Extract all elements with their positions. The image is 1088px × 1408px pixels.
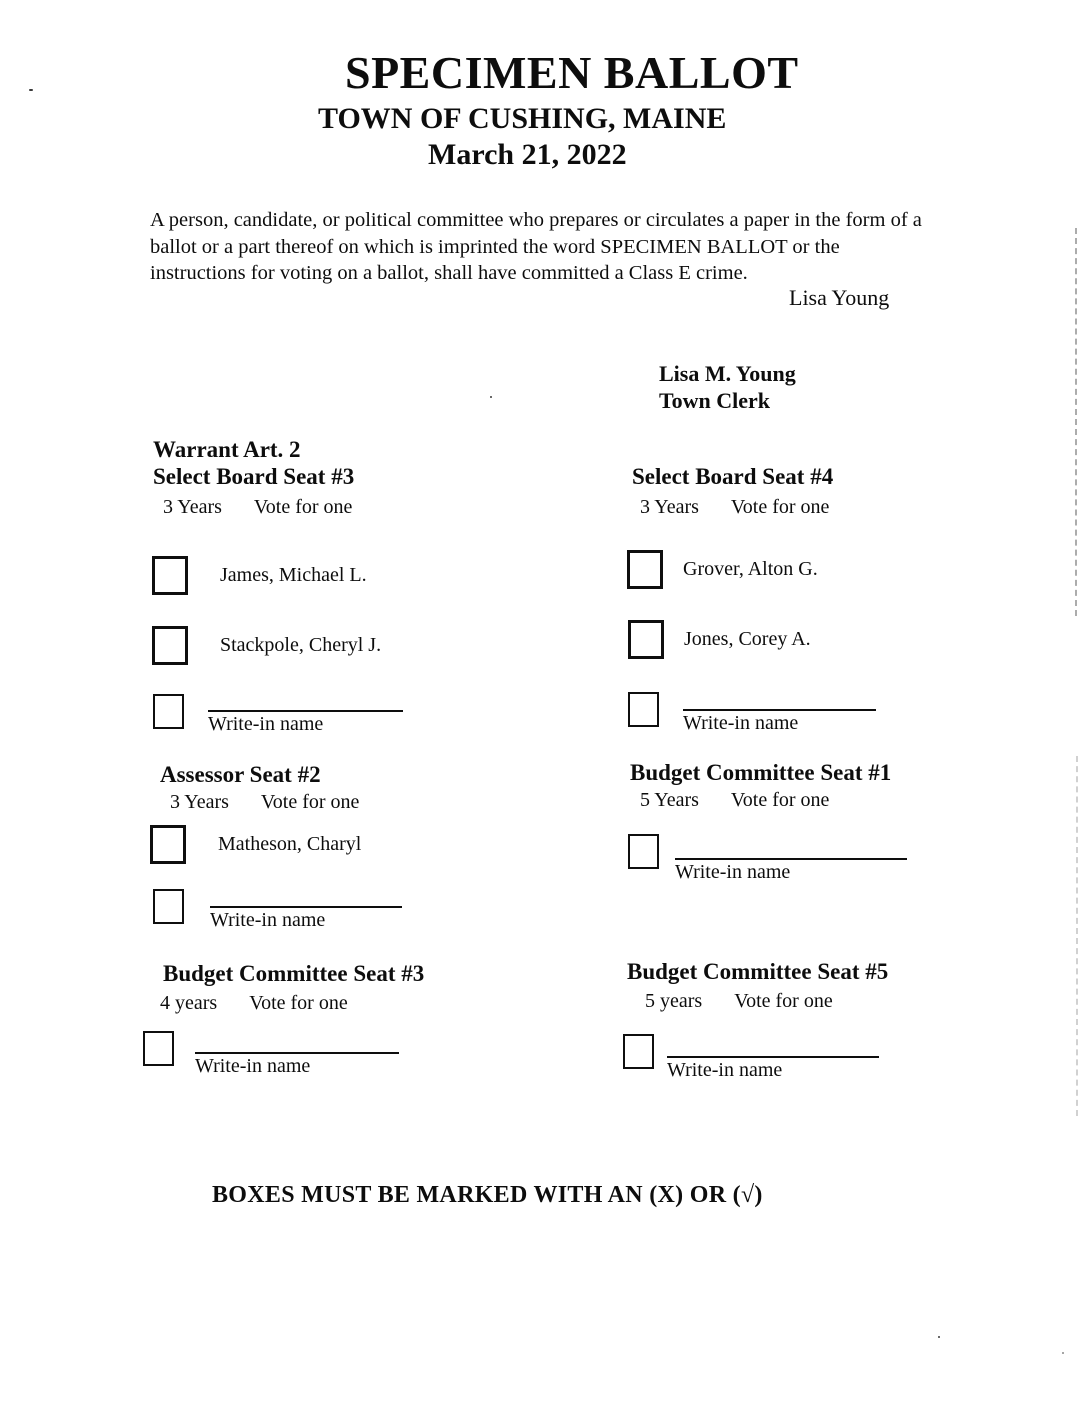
race-budget-committee-seat-3 [143,961,503,1111]
write-in-line[interactable] [667,1056,879,1058]
race-select-board-seat-3 [150,464,510,764]
candidate-row [628,620,811,659]
candidate-checkbox[interactable] [152,556,188,595]
write-in-label: Write-in name [210,909,326,931]
write-in-checkbox[interactable] [143,1031,174,1066]
race-title: Budget Committee Seat #5 [627,959,889,984]
race-title: Assessor Seat #2 [160,762,321,787]
write-in-line[interactable] [210,906,402,908]
candidate-row [152,626,381,665]
scan-artifact [938,1336,940,1338]
race-instruction: Vote for one [734,990,833,1012]
clerk-block [659,360,796,414]
legal-notice: A person, candidate, or political committee who prepares or circulates a paper in the form of a ballot or a part thereof on which is imprinted the word SPECIMEN BALLOT or the instructions for voting on a ballot, shall have committed a Class E crime. [150,209,922,284]
candidate-row [150,825,361,864]
write-in-checkbox[interactable] [623,1034,654,1069]
warrant-label: Warrant Art. 2 [153,437,301,462]
write-in-checkbox[interactable] [153,889,184,924]
race-title: Budget Committee Seat #3 [163,961,425,986]
candidate-checkbox[interactable] [627,550,663,589]
clerk-title: Town Clerk [659,388,771,413]
write-in-label: Write-in name [683,712,799,734]
scan-artifact [490,396,492,398]
race-title: Select Board Seat #3 [153,464,355,489]
write-in-row [628,692,876,735]
write-in-line[interactable] [675,858,907,860]
write-in-line[interactable] [195,1052,399,1054]
race-term: 3 Years [163,496,222,518]
race-term: 3 Years [170,791,229,813]
write-in-label: Write-in name [208,713,324,735]
race-instruction: Vote for one [730,496,830,518]
write-in-row [143,1031,399,1078]
candidate-row [627,550,818,589]
write-in-line[interactable] [683,709,876,711]
candidate-checkbox[interactable] [152,626,188,665]
write-in-checkbox[interactable] [628,692,659,727]
write-in-row [628,834,907,884]
write-in-row [153,694,403,736]
race-term: 5 years [645,990,703,1012]
scan-artifact [1075,228,1077,616]
marking-instruction: BOXES MUST BE MARKED WITH AN (X) OR (√) [212,1182,763,1208]
candidate-row [152,556,367,595]
race-instruction: Vote for one [249,992,348,1014]
candidate-name: Stackpole, Cheryl J. [220,634,382,656]
candidate-name: Matheson, Charyl [218,833,362,855]
notice-signature: Lisa Young [789,285,890,310]
clerk-name: Lisa M. Young [659,361,796,386]
write-in-label: Write-in name [195,1055,311,1077]
race-title: Select Board Seat #4 [632,464,834,489]
candidate-name: Grover, Alton G. [683,558,818,580]
race-budget-committee-seat-5 [623,959,953,1109]
race-term: 5 Years [640,789,699,811]
race-instruction: Vote for one [730,789,830,811]
write-in-label: Write-in name [667,1059,783,1081]
candidate-name: Jones, Corey A. [684,628,811,650]
race-instruction: Vote for one [260,791,360,813]
candidate-name: James, Michael L. [220,564,367,586]
race-assessor-seat-2 [150,762,510,952]
race-term: 4 years [160,992,218,1014]
scan-artifact [29,89,33,91]
write-in-row [623,1034,879,1082]
candidate-checkbox[interactable] [628,620,664,659]
candidate-checkbox[interactable] [150,825,186,864]
race-select-board-seat-4 [627,464,957,764]
race-budget-committee-seat-1 [627,760,957,910]
write-in-checkbox[interactable] [153,694,184,729]
write-in-checkbox[interactable] [628,834,659,869]
page-date: March 21, 2022 [428,138,627,171]
race-term: 3 Years [640,496,699,518]
scan-artifact [1076,756,1078,1116]
page-title: SPECIMEN BALLOT [345,47,799,98]
race-title: Budget Committee Seat #1 [630,760,892,785]
scan-artifact [1062,1352,1064,1354]
write-in-label: Write-in name [675,861,791,883]
write-in-row [153,889,402,932]
write-in-line[interactable] [208,710,403,712]
race-instruction: Vote for one [253,496,353,518]
page-subtitle: TOWN OF CUSHING, MAINE [318,102,727,135]
